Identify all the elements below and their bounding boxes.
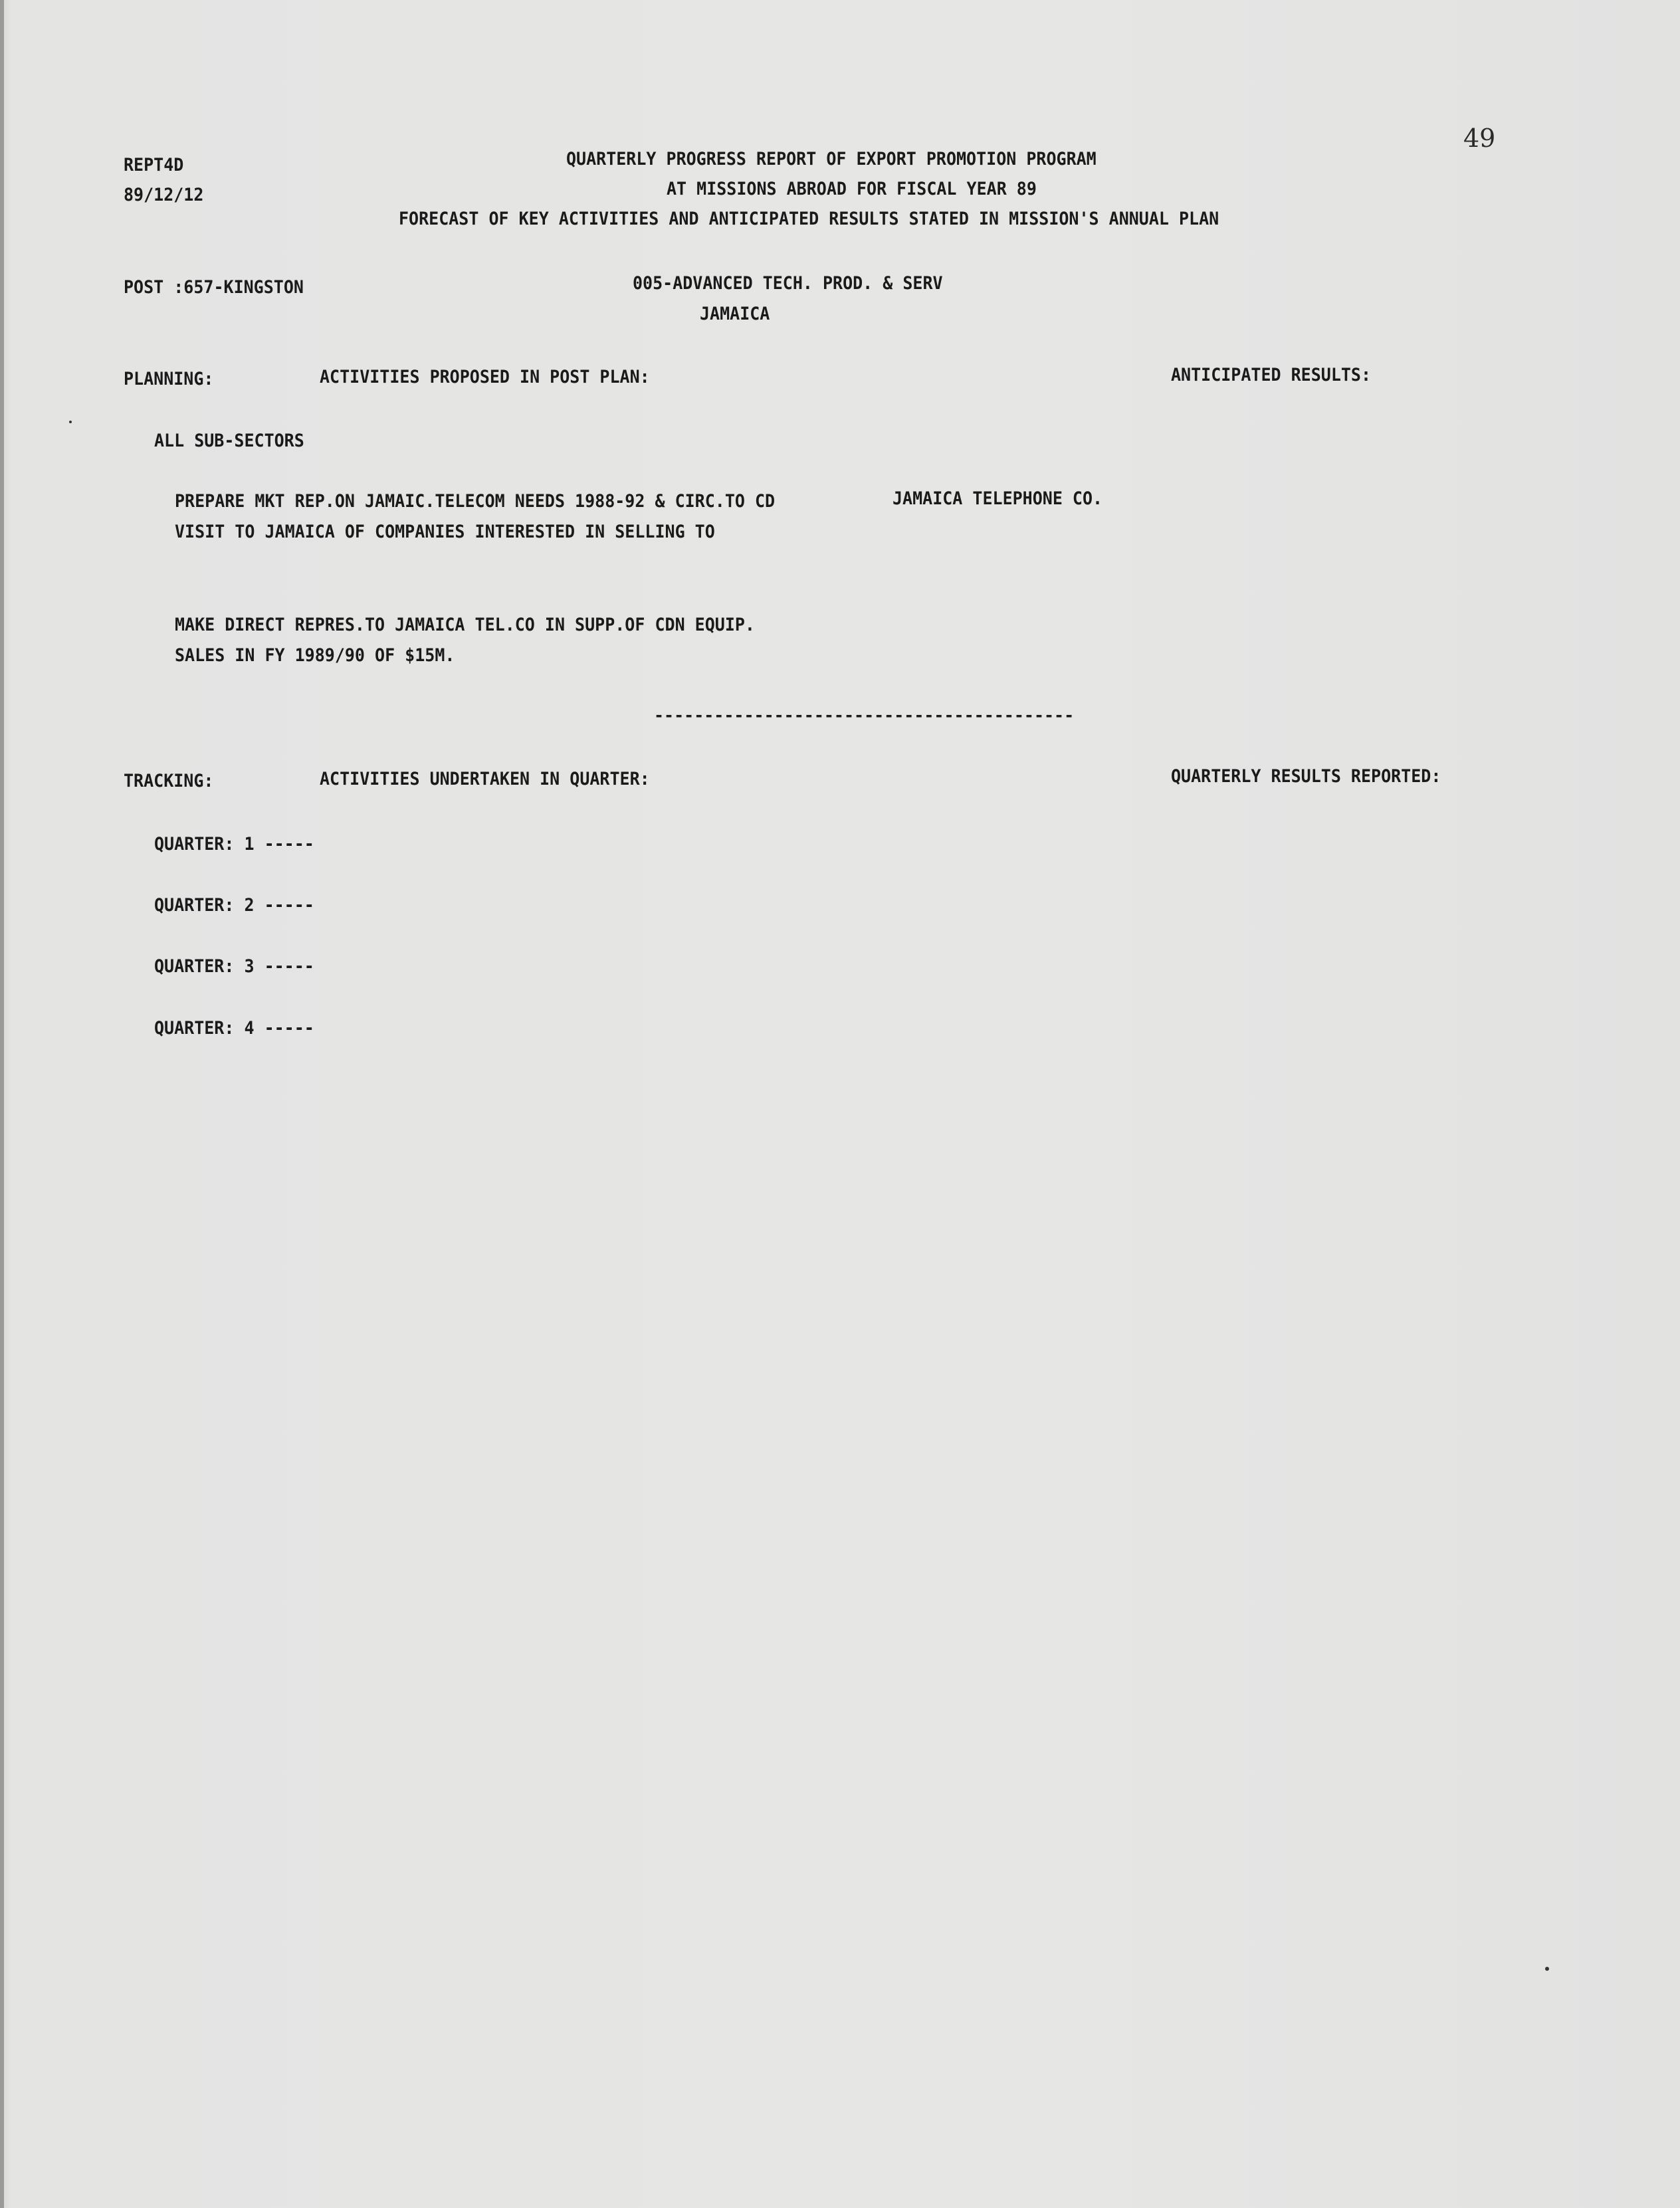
report-date: 89/12/12 [124,185,204,205]
tracking-activities-heading: ACTIVITIES UNDERTAKEN IN QUARTER: [320,769,650,789]
sector-label: 005-ADVANCED TECH. PROD. & SERV [633,273,943,294]
anticipated-results-heading: ANTICIPATED RESULTS: [1171,365,1372,385]
planning-activity-2-line-2: SALES IN FY 1989/90 OF $15M. [175,645,455,666]
report-id: REPT4D [124,155,184,175]
post-label: POST :657-KINGSTON [124,277,304,298]
quarter-2-entry: QUARTER: 2 ----- [154,895,314,916]
report-title-line-1: QUARTERLY PROGRESS REPORT OF EXPORT PROMOTION PROGRAM [566,149,1097,169]
section-divider: ------------------------------------------ [654,706,1075,725]
country-label: JAMAICA [700,304,770,324]
quarter-3-entry: QUARTER: 3 ----- [154,956,314,977]
planning-activity-1-line-2: VISIT TO JAMAICA OF COMPANIES INTERESTED IN SELLING TO [175,522,715,542]
tracking-label: TRACKING: [124,771,214,791]
page-number: 49 [1463,124,1496,153]
quarter-4-entry: QUARTER: 4 ----- [154,1018,314,1039]
page-edge [0,0,4,2208]
quarterly-results-heading: QUARTERLY RESULTS REPORTED: [1171,766,1441,787]
ink-speck [1545,1967,1549,1971]
anticipated-result-1: JAMAICA TELEPHONE CO. [892,488,1103,509]
planning-activity-2-line-1: MAKE DIRECT REPRES.TO JAMAICA TEL.CO IN SUPP.OF CDN EQUIP. [175,615,755,635]
planning-activity-1-line-1: PREPARE MKT REP.ON JAMAIC.TELECOM NEEDS 1988-92 & CIRC.TO CD [175,491,776,512]
subsector-label: ALL SUB-SECTORS [154,431,304,451]
report-title-line-2: AT MISSIONS ABROAD FOR FISCAL YEAR 89 [667,179,1037,199]
planning-activities-heading: ACTIVITIES PROPOSED IN POST PLAN: [320,367,650,387]
ink-speck [69,421,72,423]
quarter-1-entry: QUARTER: 1 ----- [154,834,314,854]
planning-label: PLANNING: [124,369,214,389]
report-title-line-3: FORECAST OF KEY ACTIVITIES AND ANTICIPATED RESULTS STATED IN MISSION'S ANNUAL PLAN [399,209,1219,229]
